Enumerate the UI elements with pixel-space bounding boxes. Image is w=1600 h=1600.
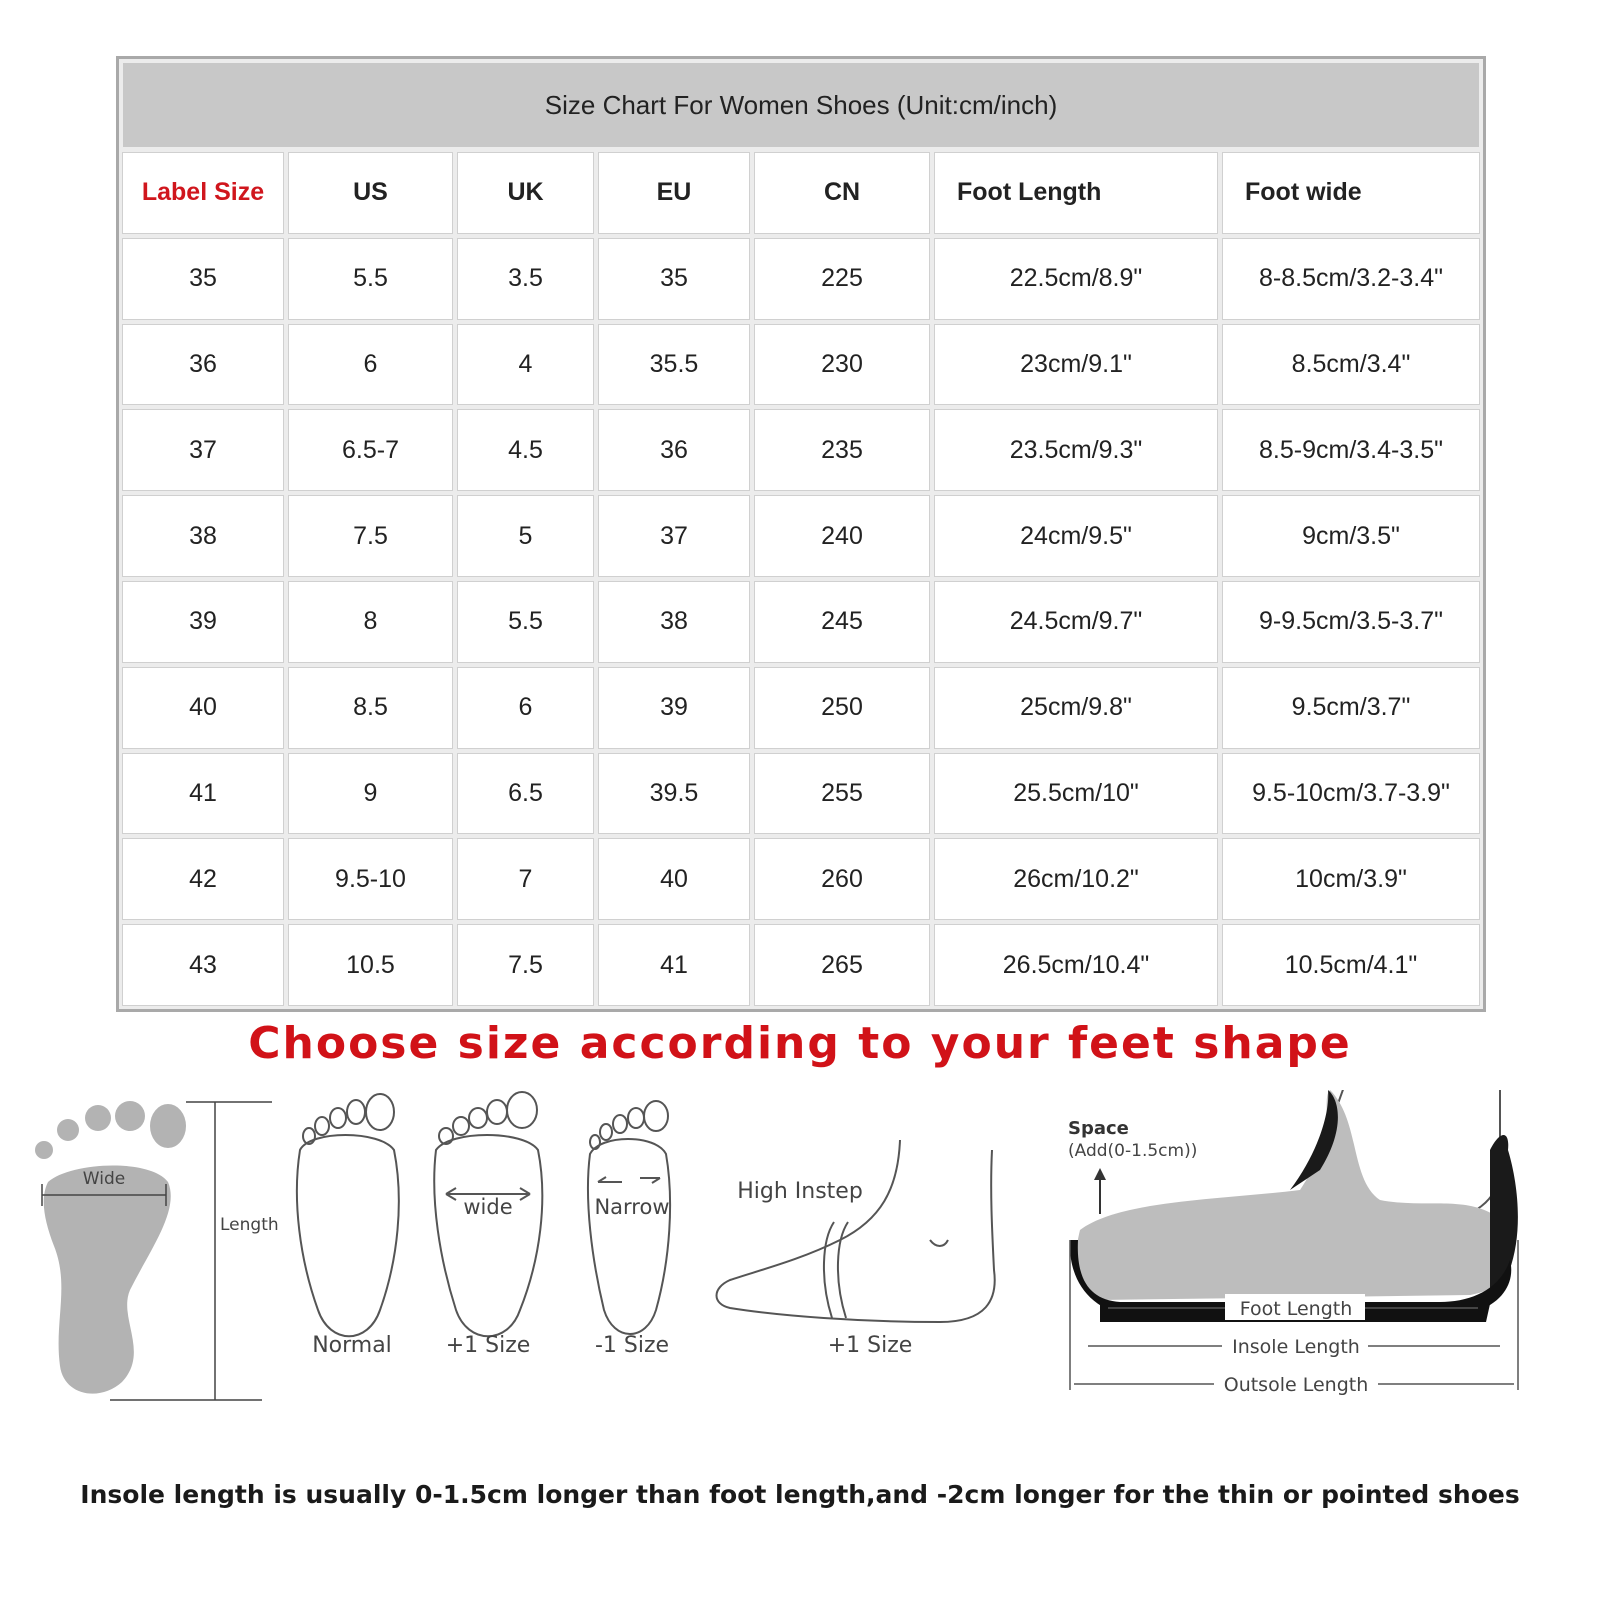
- header-us: US: [289, 153, 452, 233]
- label-space-add: (Add(0-1.5cm)): [1068, 1141, 1198, 1161]
- table-cell: 24cm/9.5": [935, 496, 1217, 576]
- table-cell: 42: [123, 839, 283, 919]
- table-cell: 39: [599, 668, 749, 748]
- table-cell: 39: [123, 582, 283, 662]
- table-cell: 5.5: [289, 239, 452, 319]
- caption-narrow: -1 Size: [594, 1333, 670, 1358]
- table-cell: 7: [458, 839, 593, 919]
- table-cell: 5: [458, 496, 593, 576]
- table-cell: 9cm/3.5": [1223, 496, 1479, 576]
- table-cell: 9.5-10cm/3.7-3.9": [1223, 754, 1479, 834]
- table-cell: 4.5: [458, 410, 593, 490]
- label-insole-length: Insole Length: [1232, 1336, 1360, 1358]
- label-space: Space: [1068, 1118, 1129, 1139]
- table-cell: 24.5cm/9.7": [935, 582, 1217, 662]
- table-cell: 9.5-10: [289, 839, 452, 919]
- table-cell: 10.5cm/4.1": [1223, 925, 1479, 1005]
- label-foot-length: Foot Length: [1239, 1298, 1353, 1320]
- table-cell: 4: [458, 325, 593, 405]
- table-cell: 3.5: [458, 239, 593, 319]
- table-cell: 230: [755, 325, 929, 405]
- table-cell: 235: [755, 410, 929, 490]
- table-cell: 35.5: [599, 325, 749, 405]
- header-uk: UK: [458, 153, 593, 233]
- table-cell: 39.5: [599, 754, 749, 834]
- table-cell: 40: [599, 839, 749, 919]
- table-cell: 40: [123, 668, 283, 748]
- table-title: Size Chart For Women Shoes (Unit:cm/inch): [123, 63, 1479, 147]
- table-cell: 35: [123, 239, 283, 319]
- table-cell: 225: [755, 239, 929, 319]
- label-length: Length: [220, 1215, 279, 1235]
- header-cn: CN: [755, 153, 929, 233]
- table-cell: 23cm/9.1": [935, 325, 1217, 405]
- header-label-size: Label Size: [123, 153, 283, 233]
- table-cell: 23.5cm/9.3": [935, 410, 1217, 490]
- table-cell: 5.5: [458, 582, 593, 662]
- table-cell: 25.5cm/10": [935, 754, 1217, 834]
- high-instep-foot-icon: [717, 1140, 995, 1322]
- table-cell: 240: [755, 496, 929, 576]
- label-outsole-length: Outsole Length: [1223, 1374, 1369, 1396]
- header-foot-length: Foot Length: [935, 153, 1217, 233]
- table-cell: 7.5: [289, 496, 452, 576]
- table-cell: 265: [755, 925, 929, 1005]
- label-wide: Wide: [82, 1169, 126, 1189]
- headline: Choose size according to your feet shape: [248, 1018, 1352, 1069]
- header-eu: EU: [599, 153, 749, 233]
- table-cell: 8.5: [289, 668, 452, 748]
- caption-normal: Normal: [312, 1333, 392, 1358]
- footprint-icon: [35, 1101, 186, 1394]
- table-cell: 37: [123, 410, 283, 490]
- caption-instep: +1 Size: [827, 1333, 913, 1358]
- table-cell: 10.5: [289, 925, 452, 1005]
- table-cell: 10cm/3.9": [1223, 839, 1479, 919]
- table-cell: 6.5-7: [289, 410, 452, 490]
- table-cell: 37: [599, 496, 749, 576]
- table-cell: 22.5cm/8.9": [935, 239, 1217, 319]
- table-cell: 7.5: [458, 925, 593, 1005]
- table-cell: 38: [599, 582, 749, 662]
- size-grid: [123, 153, 1479, 1005]
- table-cell: 8: [289, 582, 452, 662]
- table-cell: 36: [123, 325, 283, 405]
- header-foot-wide: Foot wide: [1223, 153, 1479, 233]
- table-cell: 6: [289, 325, 452, 405]
- table-cell: 36: [599, 410, 749, 490]
- shoe-cross-section-icon: [1070, 1090, 1518, 1322]
- table-cell: 41: [599, 925, 749, 1005]
- insole-note: Insole length is usually 0-1.5cm longer than foot length,and -2cm longer for the thin or pointed shoes: [80, 1480, 1520, 1509]
- table-cell: 9.5cm/3.7": [1223, 668, 1479, 748]
- table-cell: 43: [123, 925, 283, 1005]
- label-foot-wide: wide: [463, 1195, 513, 1219]
- table-cell: 8.5-9cm/3.4-3.5": [1223, 410, 1479, 490]
- table-cell: 260: [755, 839, 929, 919]
- table-cell: 38: [123, 496, 283, 576]
- table-cell: 9: [289, 754, 452, 834]
- table-cell: 6: [458, 668, 593, 748]
- table-cell: 8.5cm/3.4": [1223, 325, 1479, 405]
- table-cell: 41: [123, 754, 283, 834]
- label-high-instep: High Instep: [737, 1179, 863, 1204]
- table-cell: 35: [599, 239, 749, 319]
- table-cell: 26.5cm/10.4": [935, 925, 1217, 1005]
- table-cell: 6.5: [458, 754, 593, 834]
- label-foot-narrow: Narrow: [594, 1195, 670, 1219]
- table-cell: 8-8.5cm/3.2-3.4": [1223, 239, 1479, 319]
- feet-shape-illustration: [0, 1090, 1600, 1430]
- table-cell: 250: [755, 668, 929, 748]
- size-chart-table: [116, 56, 1486, 1012]
- caption-wide: +1 Size: [445, 1333, 531, 1358]
- table-cell: 245: [755, 582, 929, 662]
- table-cell: 9-9.5cm/3.5-3.7": [1223, 582, 1479, 662]
- table-cell: 255: [755, 754, 929, 834]
- normal-foot-icon: [297, 1094, 399, 1336]
- table-cell: 26cm/10.2": [935, 839, 1217, 919]
- table-cell: 25cm/9.8": [935, 668, 1217, 748]
